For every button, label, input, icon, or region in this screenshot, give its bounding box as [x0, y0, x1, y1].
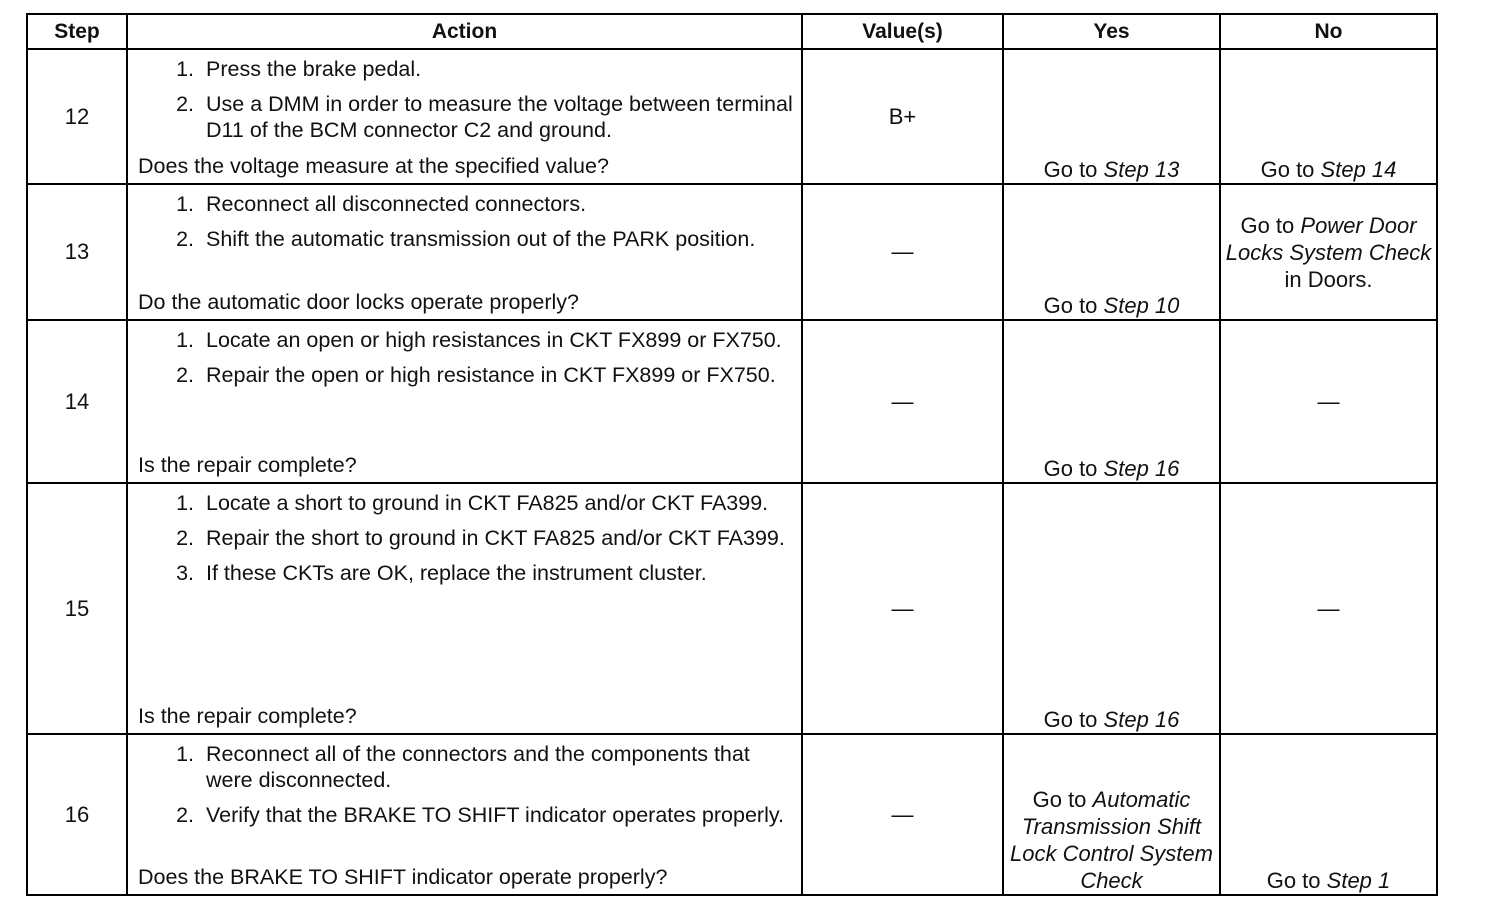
no-goto-target: Step 14: [1320, 157, 1397, 182]
table-header: [27, 14, 1437, 49]
no-cell: [1220, 320, 1437, 483]
value-cell: B+: [802, 49, 1003, 184]
action-item: [138, 802, 795, 828]
action-item: [138, 91, 795, 143]
action-item-text: Reconnect all of the connectors and the components that were disconnected.: [206, 742, 750, 792]
action-content: [128, 321, 801, 482]
header-step: Step: [27, 14, 127, 49]
action-item-text: Shift the automatic transmission out of the PARK position.: [206, 227, 756, 251]
yes-cell: [1003, 320, 1220, 483]
action-item-number: 2.: [176, 227, 194, 251]
action-content: [128, 484, 801, 733]
action-content: [128, 50, 801, 183]
no-goto-prefix: Go to: [1240, 212, 1295, 238]
action-item-text: Use a DMM in order to measure the voltage between terminal D11 of the BCM connector C2 and ground.: [206, 92, 793, 142]
action-item-number: 1.: [176, 742, 194, 766]
action-item: [138, 362, 795, 388]
no-goto-prefix: Go to: [1266, 868, 1321, 893]
action-item-number: 1.: [176, 328, 194, 352]
action-item-number: 2.: [176, 526, 194, 550]
action-cell: [127, 49, 802, 184]
action-item: [138, 525, 795, 551]
action-cell: [127, 320, 802, 483]
action-item: [138, 327, 795, 353]
header-no: No: [1220, 14, 1437, 49]
value-cell: —: [802, 320, 1003, 483]
yes-cell: [1003, 184, 1220, 320]
action-cell: [127, 184, 802, 320]
action-item: [138, 741, 795, 793]
action-cell: [127, 483, 802, 734]
header-row: [27, 14, 1437, 49]
header-values: Value(s): [802, 14, 1003, 49]
action-item-text: Locate an open or high resistances in CKT FX899 or FX750.: [206, 328, 782, 352]
table-row: [27, 483, 1437, 734]
action-item-text: Reconnect all disconnected connectors.: [206, 192, 587, 216]
action-content: [128, 185, 801, 319]
no-cell: [1220, 49, 1437, 184]
no-cell: [1220, 483, 1437, 734]
header-action: Action: [127, 14, 802, 49]
table-body: [27, 49, 1437, 895]
step-number: 14: [27, 320, 127, 483]
action-item-number: 3.: [176, 561, 194, 585]
value-cell: —: [802, 184, 1003, 320]
no-cell: [1220, 734, 1437, 895]
yes-goto-target: Step 16: [1103, 456, 1180, 481]
value-cell: —: [802, 483, 1003, 734]
yes-goto-target: Automatic Transmission Shift Lock Control System Check: [1010, 787, 1213, 893]
action-item-number: 2.: [176, 803, 194, 827]
table-row: [27, 184, 1437, 320]
action-item-number: 2.: [176, 363, 194, 387]
action-item-text: Verify that the BRAKE TO SHIFT indicator operates properly.: [206, 803, 784, 827]
action-item-text: If these CKTs are OK, replace the instrument cluster.: [206, 561, 707, 585]
action-item: [138, 191, 795, 217]
yes-goto-target: Step 10: [1103, 293, 1180, 318]
action-item-text: Repair the short to ground in CKT FA825 and/or CKT FA399.: [206, 526, 785, 550]
action-item-number: 1.: [176, 57, 194, 81]
action-item-text: Locate a short to ground in CKT FA825 and/or CKT FA399.: [206, 491, 769, 515]
action-item-text: Press the brake pedal.: [206, 57, 422, 81]
no-dash: —: [1317, 389, 1340, 414]
no-goto-target: Power Door Locks System Check: [1225, 212, 1432, 265]
yes-goto-prefix: Go to: [1043, 707, 1098, 732]
yes-goto-prefix: Go to: [1043, 293, 1098, 318]
table-row: [27, 320, 1437, 483]
yes-goto-prefix: Go to: [1043, 456, 1098, 481]
action-content: [128, 735, 801, 894]
action-question: Does the BRAKE TO SHIFT indicator operate properly?: [138, 865, 668, 889]
action-question: Is the repair complete?: [138, 453, 357, 477]
step-number: 16: [27, 734, 127, 895]
action-question: Does the voltage measure at the specified value?: [138, 154, 609, 178]
table-row: [27, 734, 1437, 895]
yes-goto-target: Step 13: [1103, 157, 1180, 182]
step-number: 15: [27, 483, 127, 734]
yes-goto-target: Step 16: [1103, 707, 1180, 732]
action-item: [138, 490, 795, 516]
action-item-text: Repair the open or high resistance in CKT FX899 or FX750.: [206, 363, 776, 387]
yes-cell: [1003, 734, 1220, 895]
action-item-number: 2.: [176, 92, 194, 116]
no-dash: —: [1317, 596, 1340, 621]
no-goto-suffix: in Doors.: [1284, 266, 1373, 292]
table-row: [27, 49, 1437, 184]
no-cell: [1220, 184, 1437, 320]
step-number: 12: [27, 49, 127, 184]
diagnostic-table: [26, 13, 1438, 896]
yes-goto-prefix: Go to: [1043, 157, 1098, 182]
action-item: [138, 226, 795, 252]
yes-cell: [1003, 49, 1220, 184]
action-item-number: 1.: [176, 192, 194, 216]
action-item: [138, 56, 795, 82]
no-goto-target: Step 1: [1326, 868, 1391, 893]
step-number: 13: [27, 184, 127, 320]
action-question: Is the repair complete?: [138, 704, 357, 728]
action-item: [138, 560, 795, 586]
header-yes: Yes: [1003, 14, 1220, 49]
value-cell: —: [802, 734, 1003, 895]
action-item-number: 1.: [176, 491, 194, 515]
yes-goto-prefix: Go to: [1032, 787, 1087, 812]
no-goto-prefix: Go to: [1260, 157, 1315, 182]
action-question: Do the automatic door locks operate properly?: [138, 290, 579, 314]
yes-cell: [1003, 483, 1220, 734]
action-cell: [127, 734, 802, 895]
